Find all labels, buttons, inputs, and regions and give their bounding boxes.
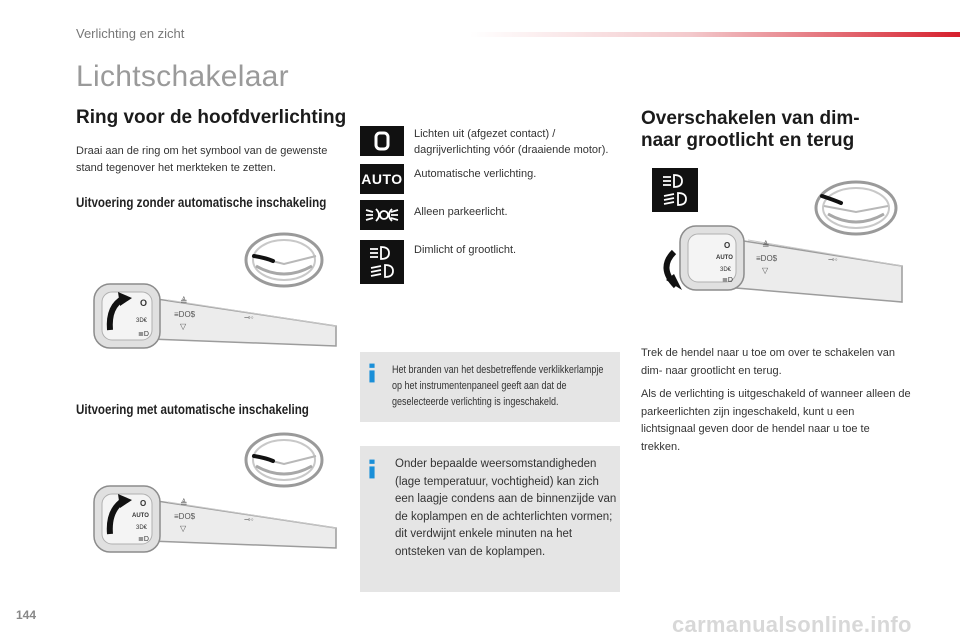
page-title: Lichtschakelaar	[76, 60, 289, 93]
stalk-illustration-auto	[84, 420, 340, 580]
svg-text:AUTO: AUTO	[132, 513, 149, 519]
legend-text-parking: Alleen parkeerlicht.	[414, 206, 508, 218]
heading-headlight-ring: Ring voor de hoofdverlichting	[76, 107, 347, 128]
svg-text:3D€: 3D€	[136, 525, 148, 531]
section-label: Verlichting en zicht	[76, 26, 185, 41]
info-icon	[369, 362, 375, 384]
lights-off-icon	[360, 126, 404, 156]
svg-text:⊸◦: ⊸◦	[244, 313, 254, 322]
svg-text:▽: ▽	[180, 322, 187, 331]
paragraph-high-beam: Trek de hendel naar u toe om over te schakelen van dim- naar grootlicht en terug.	[641, 347, 895, 377]
svg-text:≣D: ≣D	[138, 331, 149, 338]
info-box-condensation	[360, 446, 620, 592]
svg-text:O: O	[140, 298, 148, 308]
svg-text:⊸◦: ⊸◦	[244, 515, 254, 524]
stalk-illustration-manual	[84, 222, 340, 370]
page-number: 144	[16, 608, 37, 622]
svg-text:≡DO$: ≡DO$	[174, 512, 196, 521]
subheading-without-auto: Uitvoering zonder automatische inschakeling	[76, 195, 327, 210]
svg-text:AUTO: AUTO	[716, 255, 733, 261]
svg-text:≣D: ≣D	[138, 536, 149, 543]
svg-text:O: O	[140, 499, 147, 508]
svg-text:≡DO$: ≡DO$	[174, 310, 196, 319]
legend-text-headlight: Dimlicht of grootlicht.	[414, 244, 517, 256]
svg-text:▽: ▽	[180, 524, 187, 533]
svg-text:O: O	[724, 241, 731, 250]
svg-text:▽: ▽	[762, 266, 769, 275]
svg-text:≜: ≜	[180, 296, 188, 306]
info-icon	[369, 458, 375, 480]
svg-text:≜: ≜	[762, 240, 770, 250]
legend-text-off: Lichten uit (afgezet contact) / dagrijverlichting vóór (draaiende motor).	[414, 128, 609, 156]
subheading-with-auto: Uitvoering met automatische inschakeling	[76, 402, 309, 417]
paragraph-flash: Als de verlichting is uitgeschakeld of wanneer alleen de parkeerlichten zijn ingeschakeld, kunt u een lichtsignaal geven door de hendel naar u toe te trekken.	[641, 388, 911, 453]
info-text-condensation: Onder bepaalde weersomstandigheden (lage temperatuur, vochtigheid) kan zich een laagje condens aan de binnenzijde van de koplampen en de achterlichten vormen; dit verdwijnt enkele minuten na het ontsteken van de koplampen.	[395, 458, 617, 558]
svg-text:3D€: 3D€	[720, 267, 732, 273]
headlight-icon	[360, 240, 404, 284]
auto-lighting-icon: AUTO	[360, 164, 404, 194]
parking-lights-icon	[360, 200, 404, 230]
svg-text:3D€: 3D€	[136, 318, 148, 324]
info-text-indicator: Het branden van het desbetreffende verklikkerlampje op het instrumentenpaneel geeft aan dat de geselecteerde verlichting is ingeschakeld.	[392, 364, 604, 408]
intro-paragraph: Draai aan de ring om het symbool van de gewenste stand tegenover het merkteken te zetten.	[76, 145, 328, 174]
heading-high-beam: Overschakelen van dim- naar grootlicht en terug	[641, 108, 860, 151]
header-accent-bar	[470, 32, 960, 37]
svg-text:≣D: ≣D	[722, 277, 733, 284]
info-box-indicator	[360, 352, 620, 422]
svg-text:≡DO$: ≡DO$	[756, 254, 778, 263]
legend-text-auto: Automatische verlichting.	[414, 168, 537, 180]
svg-text:⊸◦: ⊸◦	[828, 255, 838, 264]
stalk-illustration-high-beam	[652, 178, 904, 304]
svg-text:≜: ≜	[180, 498, 188, 508]
watermark: carmanualsonline.info	[672, 612, 912, 637]
